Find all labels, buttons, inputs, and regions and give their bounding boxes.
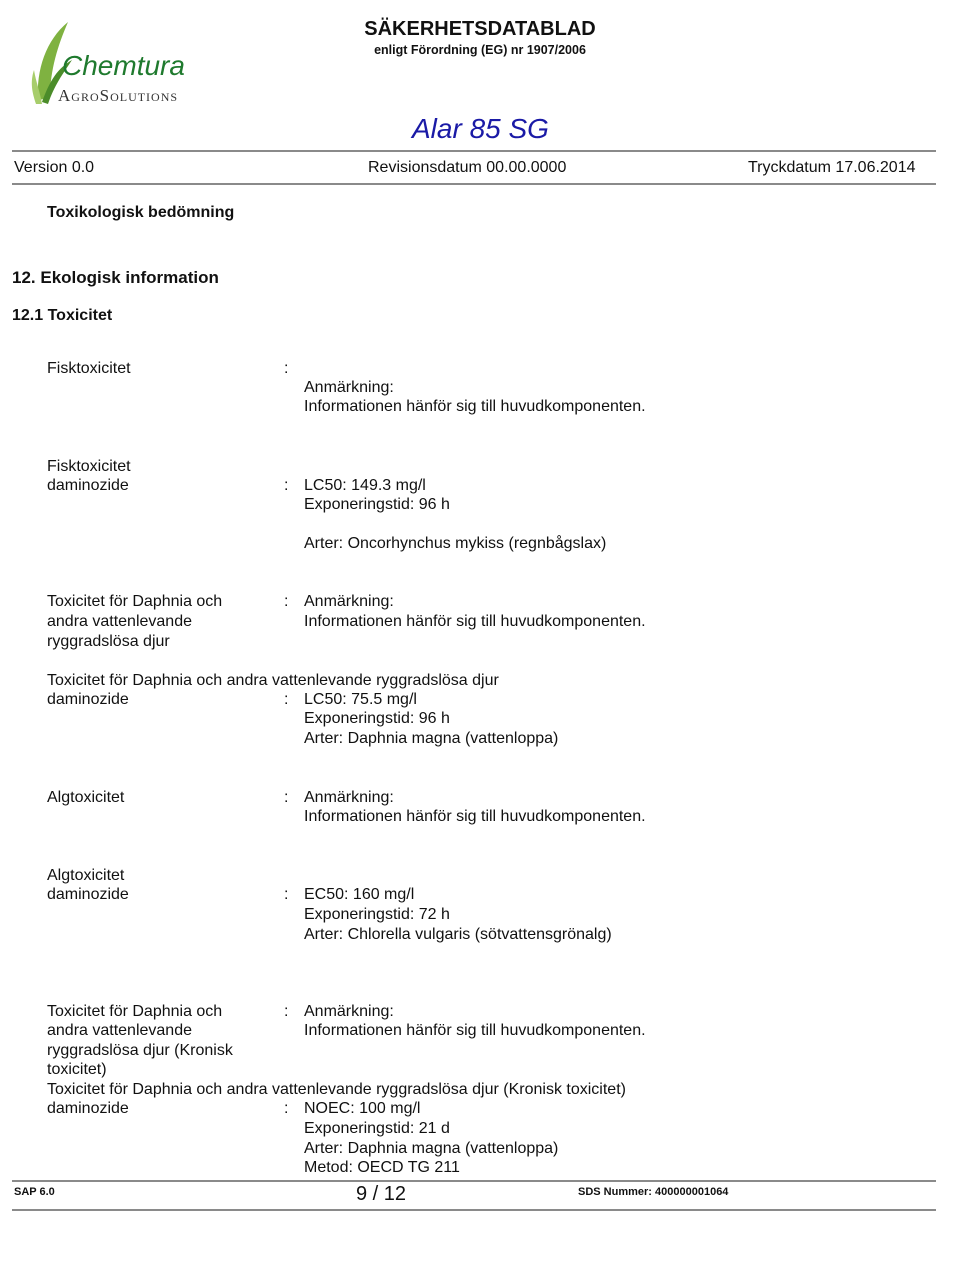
entry-value: Arter: Oncorhynchus mykiss (regnbågslax) (304, 535, 607, 552)
entry-value: Anmärkning: (304, 1003, 394, 1020)
page-number: 9 / 12 (356, 1183, 407, 1205)
entry-value: Metod: OECD TG 211 (304, 1159, 460, 1176)
entry-colon: : (284, 691, 289, 708)
entry-value: Informationen hänför sig till huvudkomponenten. (304, 613, 646, 630)
entry-label: Toxicitet för Daphnia och (47, 593, 223, 610)
entry-heading: Toxicitet för Daphnia och andra vattenlevande ryggradslösa djur (47, 672, 499, 689)
logo-brand: Chemtura (62, 50, 185, 81)
entry-colon: : (284, 593, 289, 610)
footer-sds-number: SDS Nummer: 400000001064 (578, 1186, 729, 1198)
entry-colon: : (284, 360, 289, 377)
document-title: SÄKERHETSDATABLAD (364, 18, 596, 40)
entry-label: Toxicitet för Daphnia och (47, 1003, 223, 1020)
entry-heading: Toxicitet för Daphnia och andra vattenlevande ryggradslösa djur (Kronisk toxicitet) (47, 1081, 626, 1098)
logo-subbrand: AgroSolutions (58, 86, 179, 105)
entry-value: Informationen hänför sig till huvudkomponenten. (304, 808, 646, 825)
entry-label: Algtoxicitet (47, 789, 125, 806)
entry-label: ryggradslösa djur (Kronisk (47, 1042, 233, 1059)
entry-label: andra vattenlevande (47, 1022, 192, 1039)
entry-label: Algtoxicitet (47, 867, 125, 884)
entry-label: daminozide (47, 886, 129, 903)
entry-value: Anmärkning: (304, 789, 394, 806)
entry-value: LC50: 149.3 mg/l (304, 477, 426, 494)
entry-value: Exponeringstid: 72 h (304, 906, 450, 923)
entry-colon: : (284, 789, 289, 806)
print-date: Tryckdatum 17.06.2014 (748, 159, 916, 176)
entry-value: Informationen hänför sig till huvudkomponenten. (304, 1022, 646, 1039)
entry-label: andra vattenlevande (47, 613, 192, 630)
footer-sap: SAP 6.0 (14, 1186, 55, 1198)
footer-bottom-divider (12, 1209, 936, 1211)
footer-divider (12, 1180, 936, 1182)
entry-value: Arter: Daphnia magna (vattenloppa) (304, 1140, 559, 1157)
entry-value: NOEC: 100 mg/l (304, 1100, 421, 1117)
entry-label: toxicitet) (47, 1061, 107, 1078)
subsection-title: 12.1 Toxicitet (12, 307, 113, 324)
entry-label: Fisktoxicitet (47, 458, 131, 475)
entry-value: Informationen hänför sig till huvudkomponenten. (304, 398, 646, 415)
entry-colon: : (284, 886, 289, 903)
section-title: 12. Ekologisk information (12, 268, 219, 287)
entry-value: Arter: Daphnia magna (vattenloppa) (304, 730, 559, 747)
product-name: Alar 85 SG (412, 113, 549, 144)
revision-date: Revisionsdatum 00.00.0000 (368, 159, 567, 176)
entry-label: daminozide (47, 691, 129, 708)
entry-value: Anmärkning: (304, 593, 394, 610)
entry-value: LC50: 75.5 mg/l (304, 691, 417, 708)
entry-colon: : (284, 1003, 289, 1020)
entry-value: EC50: 160 mg/l (304, 886, 415, 903)
entry-value: Arter: Chlorella vulgaris (sötvattensgrönalg) (304, 926, 612, 943)
entry-value: Exponeringstid: 96 h (304, 496, 450, 513)
entry-label: Fisktoxicitet (47, 360, 131, 377)
entry-label: daminozide (47, 1100, 129, 1117)
document-subtitle: enligt Förordning (EG) nr 1907/2006 (374, 43, 586, 57)
entry-colon: : (284, 477, 289, 494)
version-label: Version 0.0 (14, 159, 95, 176)
entry-value: Anmärkning: (304, 379, 394, 396)
entry-label: ryggradslösa djur (47, 633, 170, 650)
entry-label: daminozide (47, 477, 129, 494)
entry-colon: : (284, 1100, 289, 1117)
header-divider (12, 150, 936, 152)
entry-value: Exponeringstid: 21 d (304, 1120, 450, 1137)
entry-value: Exponeringstid: 96 h (304, 710, 450, 727)
meta-divider (12, 183, 936, 185)
tox-assessment-heading: Toxikologisk bedömning (47, 204, 235, 221)
